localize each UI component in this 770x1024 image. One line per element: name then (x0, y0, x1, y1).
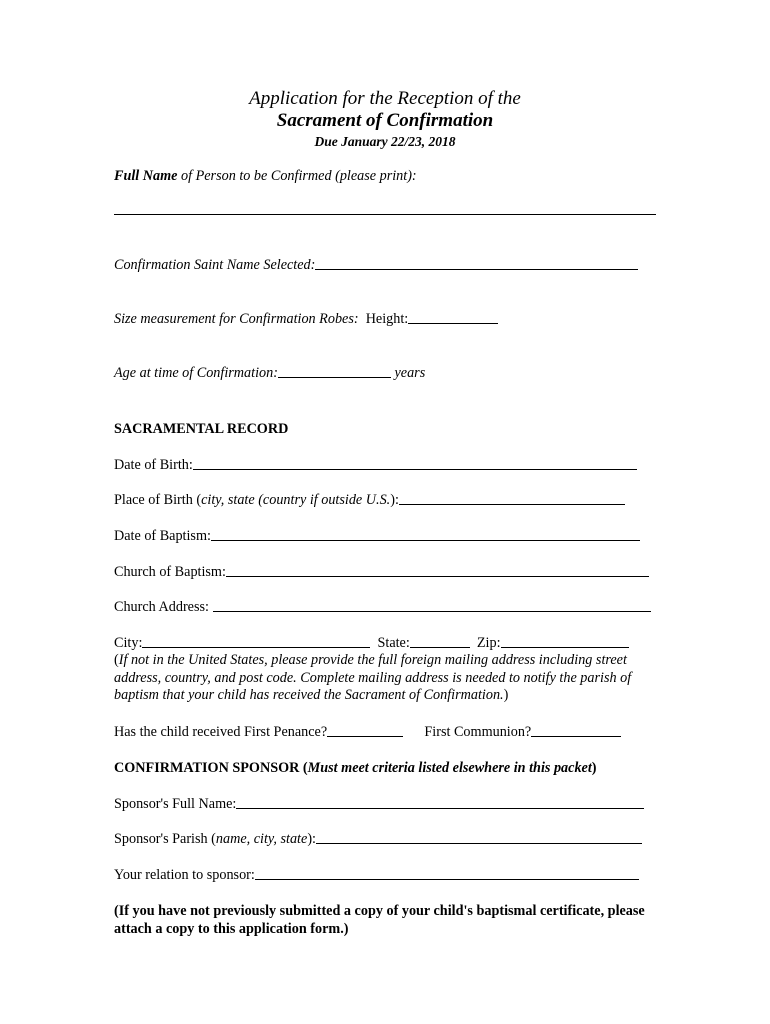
age-label: Age at time of Confirmation: (114, 365, 278, 381)
penance-communion-row (114, 723, 621, 741)
church-address-label: Church Address: (114, 599, 209, 615)
robe-size-label: Size measurement for Confirmation Robes: (114, 311, 359, 327)
pob-label-b: ): (390, 492, 399, 508)
sponsor-relation-field[interactable] (255, 867, 639, 880)
saint-name-row (114, 256, 638, 274)
baptismal-certificate-note: (If you have not previously submitted a copy of your child's baptismal certificate, please attach a copy to this application form.) (114, 903, 645, 937)
sponsor-parish-label-b: ): (307, 831, 316, 847)
full-name-label-bold: Full Name (114, 168, 178, 184)
sponsor-heading-close: ) (591, 760, 597, 776)
sponsor-parish-label-italic: name, city, state (215, 831, 308, 847)
sponsor-name-field[interactable] (236, 796, 644, 809)
state-label: State: (377, 635, 410, 651)
saint-name-field[interactable] (315, 257, 638, 270)
city-label: City: (114, 635, 143, 651)
due-date: Due January 22/23, 2018 (314, 134, 456, 149)
note-open: ( (114, 652, 119, 668)
pob-label-a: Place of Birth ( (114, 492, 202, 508)
height-field[interactable] (408, 311, 498, 324)
saint-name-label: Confirmation Saint Name Selected: (114, 257, 316, 273)
sponsor-parish-field[interactable] (316, 831, 642, 844)
baptism-date-field[interactable] (211, 528, 640, 541)
state-field[interactable] (410, 635, 470, 648)
note-text: If not in the United States, please provide the full foreign mailing address including street address, country, and post code. Complete mailing address is needed to notify the parish of baptism that your child has received the Sacrament of Confirmation. (114, 652, 632, 703)
city-state-zip-row (114, 634, 629, 652)
age-field[interactable] (278, 365, 391, 378)
sponsor-relation-label: Your relation to sponsor: (114, 867, 255, 883)
penance-field[interactable] (327, 724, 403, 737)
zip-label: Zip: (476, 635, 501, 651)
dob-field[interactable] (193, 457, 637, 470)
robe-size-row (114, 310, 498, 328)
sponsor-relation-row (114, 866, 639, 884)
pob-label-italic: city, state (country if outside U.S. (201, 492, 391, 508)
church-address-field[interactable] (213, 599, 651, 612)
penance-label: Has the child received First Penance? (114, 724, 328, 740)
age-unit: years (394, 365, 426, 381)
church-address-row (114, 598, 651, 616)
communion-label: First Communion? (424, 724, 532, 740)
baptism-date-row (114, 527, 640, 545)
sacramental-record-heading: SACRAMENTAL RECORD (114, 421, 289, 437)
baptism-church-field[interactable] (226, 564, 649, 577)
pob-field[interactable] (399, 492, 625, 505)
full-name-field[interactable] (114, 214, 656, 215)
age-row (114, 364, 425, 382)
baptism-date-label: Date of Baptism: (114, 528, 211, 544)
full-name-label-rest: of Person to be Confirmed (please print): (177, 168, 417, 184)
sponsor-parish-row (114, 830, 642, 848)
baptism-church-label: Church of Baptism: (114, 564, 226, 580)
sponsor-name-row (114, 795, 644, 813)
sponsor-heading-text: CONFIRMATION SPONSOR ( (114, 760, 308, 776)
note-close: ) (503, 687, 509, 703)
pob-row (114, 491, 625, 509)
zip-field[interactable] (501, 635, 629, 648)
baptism-church-row (114, 563, 649, 581)
form-title-line-2: Sacrament of Confirmation (276, 110, 494, 131)
communion-field[interactable] (531, 724, 621, 737)
form-title-line-1: Application for the Reception of the (249, 88, 521, 109)
sponsor-name-label: Sponsor's Full Name: (114, 796, 237, 812)
sponsor-heading (114, 759, 597, 777)
foreign-address-note (114, 652, 674, 705)
city-field[interactable] (142, 635, 370, 648)
dob-label: Date of Birth: (114, 457, 193, 473)
sponsor-heading-italic: Must meet criteria listed elsewhere in this packet (307, 760, 592, 776)
full-name-label (114, 167, 417, 185)
height-label: Height: (365, 311, 409, 327)
dob-row (114, 456, 637, 474)
sponsor-parish-label-a: Sponsor's Parish ( (114, 831, 216, 847)
